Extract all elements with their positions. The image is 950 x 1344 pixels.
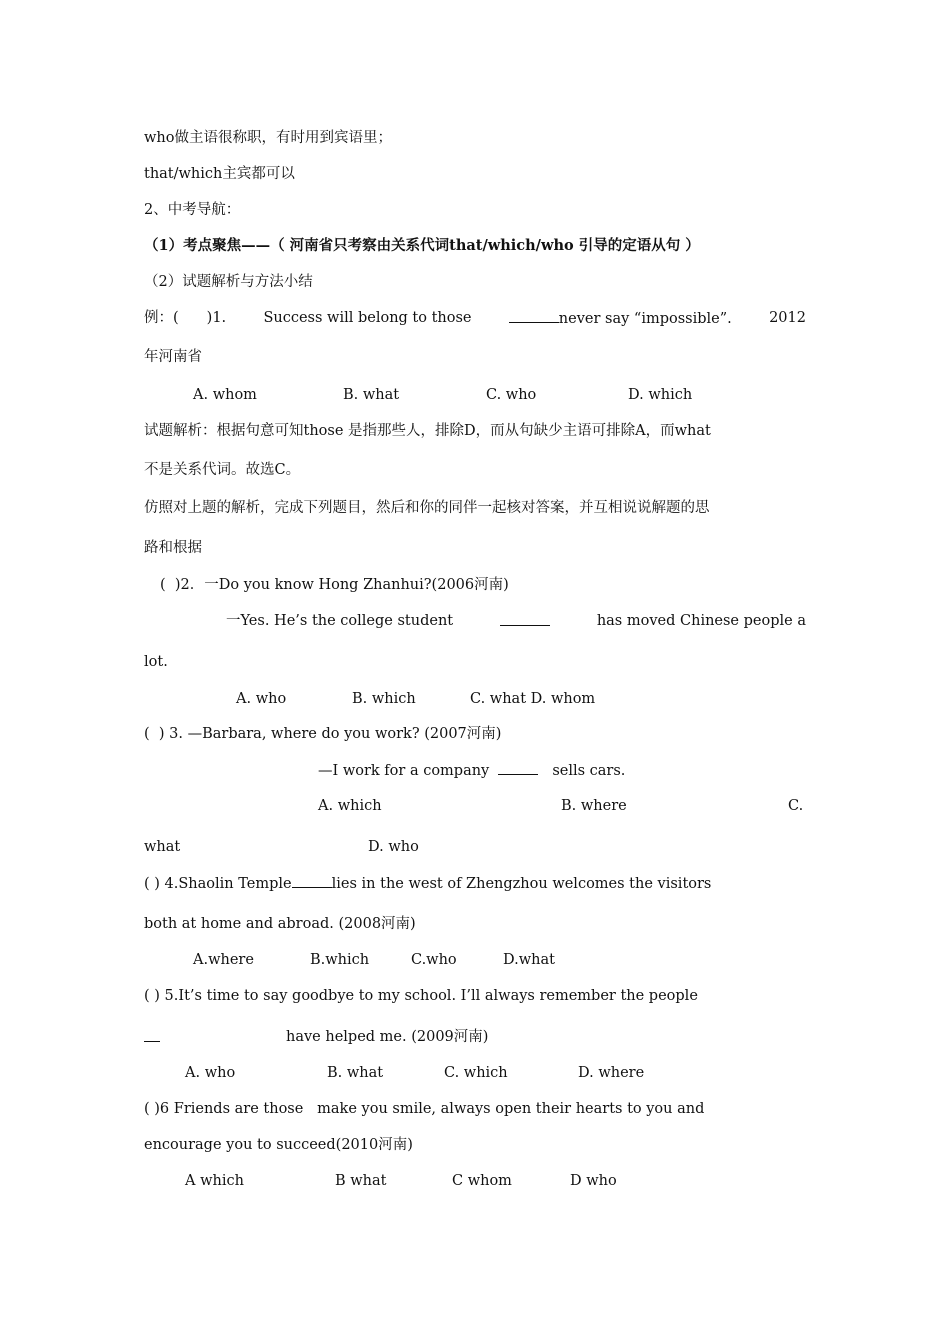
q2-line-3: lot. xyxy=(144,654,168,670)
q5-option-c: C. which xyxy=(444,1065,508,1081)
example-option-a: A. whom xyxy=(193,387,257,403)
q4-line-1-a: ( ) 4.Shaolin Temple xyxy=(144,876,292,892)
q6-option-a: A which xyxy=(185,1173,244,1189)
q2-line-2-a: 一Yes. He’s the college student xyxy=(226,613,454,629)
section-title: 2、中考导航： xyxy=(144,202,241,218)
q2-option-cd: C. what D. whom xyxy=(470,691,596,707)
q4-line-1-b: lies in the west of Zhengzhou welcomes the visitors xyxy=(331,876,712,892)
q6-option-d: D who xyxy=(570,1173,617,1189)
q3-line-2 xyxy=(318,760,625,781)
example-analysis-2: 不是关系代词。故选C。 xyxy=(144,462,301,478)
q5-blank-line xyxy=(144,1027,160,1048)
example-option-c: C. who xyxy=(486,387,537,403)
answer-blank xyxy=(498,760,538,775)
answer-blank xyxy=(144,1027,160,1042)
example-option-d: D. which xyxy=(628,387,693,403)
q5-option-a: A. who xyxy=(185,1065,236,1081)
example-year: 2012 xyxy=(769,310,806,326)
q4-option-b: B.which xyxy=(310,952,370,968)
q4-line-1 xyxy=(144,873,806,894)
q4-option-d: D.what xyxy=(503,952,555,968)
rule-line-1: who做主语很称职，有时用到宾语里； xyxy=(144,130,392,146)
q6-option-b: B what xyxy=(335,1173,387,1189)
rule-line-2: that/which主宾都可以 xyxy=(144,166,295,182)
example-option-b: B. what xyxy=(343,387,400,403)
q4-option-c: C.who xyxy=(411,952,457,968)
example-prefix: 例：( xyxy=(144,310,179,326)
q4-option-a: A.where xyxy=(193,952,254,968)
q5-option-b: B. what xyxy=(327,1065,384,1081)
instruction-line-2: 路和根据 xyxy=(144,540,202,556)
q2-option-a: A. who xyxy=(236,691,287,707)
q5-line-1: ( ) 5.It’s time to say goodbye to my school. I’ll always remember the people xyxy=(144,988,698,1004)
q3-option-b: B. where xyxy=(561,798,627,814)
q3-option-a: A. which xyxy=(318,798,382,814)
answer-blank xyxy=(292,873,332,888)
q5-option-d: D. where xyxy=(578,1065,645,1081)
q3-option-d: D. who xyxy=(368,839,419,855)
answer-blank xyxy=(509,308,559,323)
q4-line-2: both at home and abroad. (2008河南) xyxy=(144,916,416,932)
q2-line-1: ( )2．一Do you know Hong Zhanhui?(2006河南) xyxy=(160,577,509,593)
q2-line-2 xyxy=(226,611,806,631)
q3-option-c-text: what xyxy=(144,839,181,855)
q5-line-2: have helped me. (2009河南) xyxy=(286,1029,489,1045)
q3-line-2-b: sells cars. xyxy=(552,763,626,779)
q6-option-c: C whom xyxy=(452,1173,512,1189)
q6-line-1: ( )6 Friends are those make you smile, always open their hearts to you and xyxy=(144,1101,705,1117)
key-point-heading: （1）考点聚焦——（ 河南省只考察由关系代词that/which/who 引导的定语从句 ） xyxy=(144,237,700,254)
q6-line-2: encourage you to succeed(2010河南) xyxy=(144,1137,413,1153)
q2-option-b: B. which xyxy=(352,691,416,707)
q3-line-2-a: —I work for a company xyxy=(318,763,490,779)
q3-option-c: C. xyxy=(788,798,804,814)
answer-blank xyxy=(500,611,550,626)
example-text-a: Success will belong to those xyxy=(263,310,472,326)
example-text-b: never say “impossible”. xyxy=(558,311,732,327)
q3-line-1: ( ) 3. —Barbara, where do you work? (2007河南) xyxy=(144,726,502,742)
example-line-2: 年河南省 xyxy=(144,349,202,365)
example-question-line xyxy=(144,308,806,329)
example-number: )1. xyxy=(206,310,227,326)
example-analysis-1: 试题解析：根据句意可知those 是指那些人，排除D，而从句缺少主语可排除A，而what xyxy=(144,423,711,439)
instruction-line-1: 仿照对上题的解析，完成下列题目，然后和你的同伴一起核对答案，并互相说说解题的思 xyxy=(144,500,710,516)
q2-line-2-b: has moved Chinese people a xyxy=(596,613,806,629)
analysis-heading: （2）试题解析与方法小结 xyxy=(144,274,313,290)
